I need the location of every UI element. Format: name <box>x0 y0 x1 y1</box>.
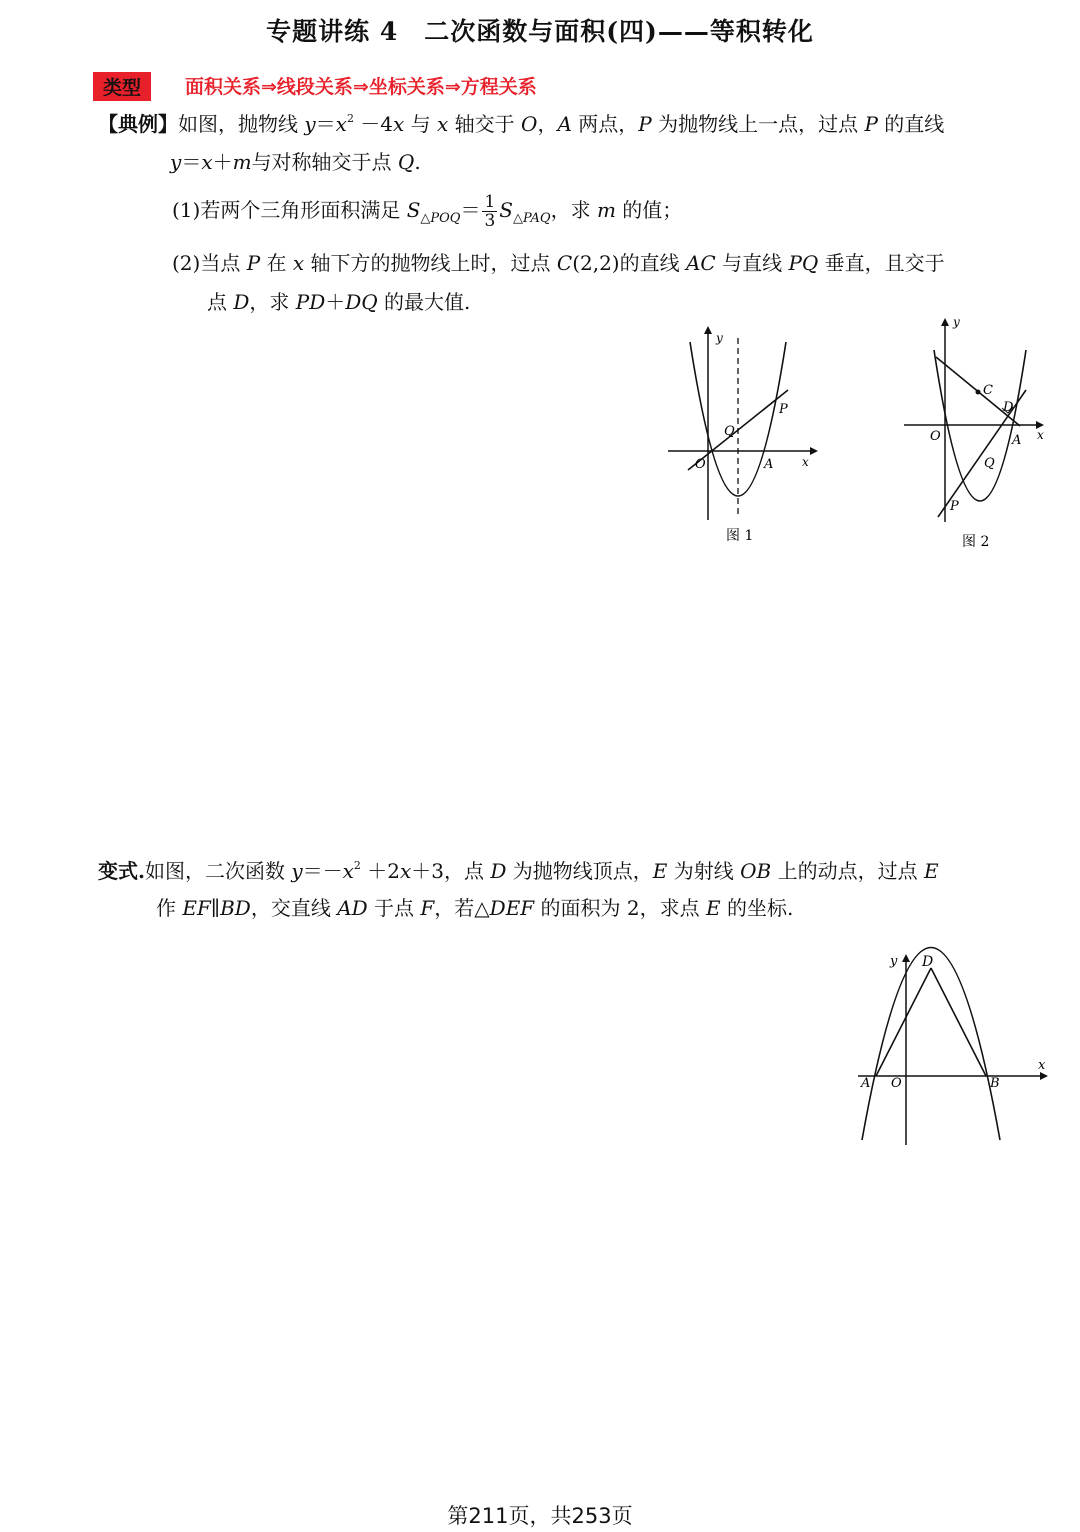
fig2-label-y: y <box>953 315 960 329</box>
variant-line-1 <box>98 855 939 884</box>
variant-line-2: 作 EF∥BD，交直线 AD 于点 F，若△DEF 的面积为 2，求点 E 的坐标. <box>156 896 794 920</box>
example-label: 【典例】 <box>98 112 178 136</box>
var-label-x: x <box>1038 1058 1046 1073</box>
example-intro: 如图，抛物线 $y=x^2 -4x$ 与 x 轴交于 O，A 两点，P 为抛物线上一点，过点 P 的直线 <box>178 112 945 136</box>
fig2-label-a: A <box>1012 433 1022 448</box>
fig1-label-p: P <box>779 402 788 417</box>
fig2-label-x: x <box>1037 428 1044 442</box>
page-number: 第211页，共253页 <box>447 1504 633 1528</box>
example-line-2: y＝x＋m与对称轴交于点 Q. <box>170 150 421 174</box>
question-2-line-1: (2)当点 P 在 x 轴下方的抛物线上时，过点 C(2,2)的直线 AC 与直线 PQ 垂直，且交于 <box>172 251 945 275</box>
fig1-label-x: x <box>802 455 809 469</box>
type-tag: 类型 <box>93 72 151 101</box>
fig1-x-arrow <box>810 447 818 455</box>
var-label-b: B <box>990 1076 1000 1091</box>
var-y-arrow <box>902 954 910 962</box>
fig1-y-arrow <box>704 326 712 334</box>
var-x-arrow <box>1040 1072 1048 1080</box>
fig1-label-o: O <box>695 457 706 472</box>
question-1: (1)若两个三角形面积满足 $S_{\triangle POQ}=$ $\frac{1}{3}$ $S_{\triangle PAQ}$，求 m 的值； <box>172 192 683 231</box>
fig1-label-a: A <box>764 457 774 472</box>
fig2-y-arrow <box>941 318 949 326</box>
fig1-label-q: Q <box>724 424 735 439</box>
variant-intro: 如图，二次函数 $y=-x^2 +2x+3$，点 D 为抛物线顶点，E 为射线 OB 上的动点，过点 E <box>144 859 939 883</box>
figure-1 <box>660 320 820 550</box>
fig1-caption: 图 1 <box>726 528 754 544</box>
var-line-bd <box>931 968 986 1076</box>
fig2-label-q: Q <box>984 456 995 471</box>
page-title: 专题讲练 4 二次函数与面积(四)——等积转化 <box>266 17 814 46</box>
var-label-y: y <box>890 954 898 969</box>
var-label-a: A <box>861 1076 871 1091</box>
var-parabola <box>862 948 1000 1141</box>
var-label-d: D <box>922 954 934 970</box>
variant-label: 变式. <box>98 859 145 883</box>
fig2-label-d: D <box>1003 400 1014 415</box>
fig2-label-o: O <box>930 429 941 444</box>
var-label-o: O <box>891 1076 902 1091</box>
fig2-caption: 图 2 <box>962 534 990 550</box>
var-line-ad <box>876 968 931 1076</box>
fig2-label-p: P <box>950 499 959 514</box>
question-2-line-2: 点 D，求 PD＋DQ 的最大值. <box>207 290 471 314</box>
fig2-point-c <box>976 390 981 395</box>
example-line-1 <box>98 108 944 137</box>
type-description: 面积关系⇒线段关系⇒坐标关系⇒方程关系 <box>185 76 537 98</box>
variant-figure <box>850 945 1055 1150</box>
figure-2 <box>898 312 1058 557</box>
fig1-label-y: y <box>716 331 723 345</box>
fig2-label-c: C <box>983 383 993 398</box>
